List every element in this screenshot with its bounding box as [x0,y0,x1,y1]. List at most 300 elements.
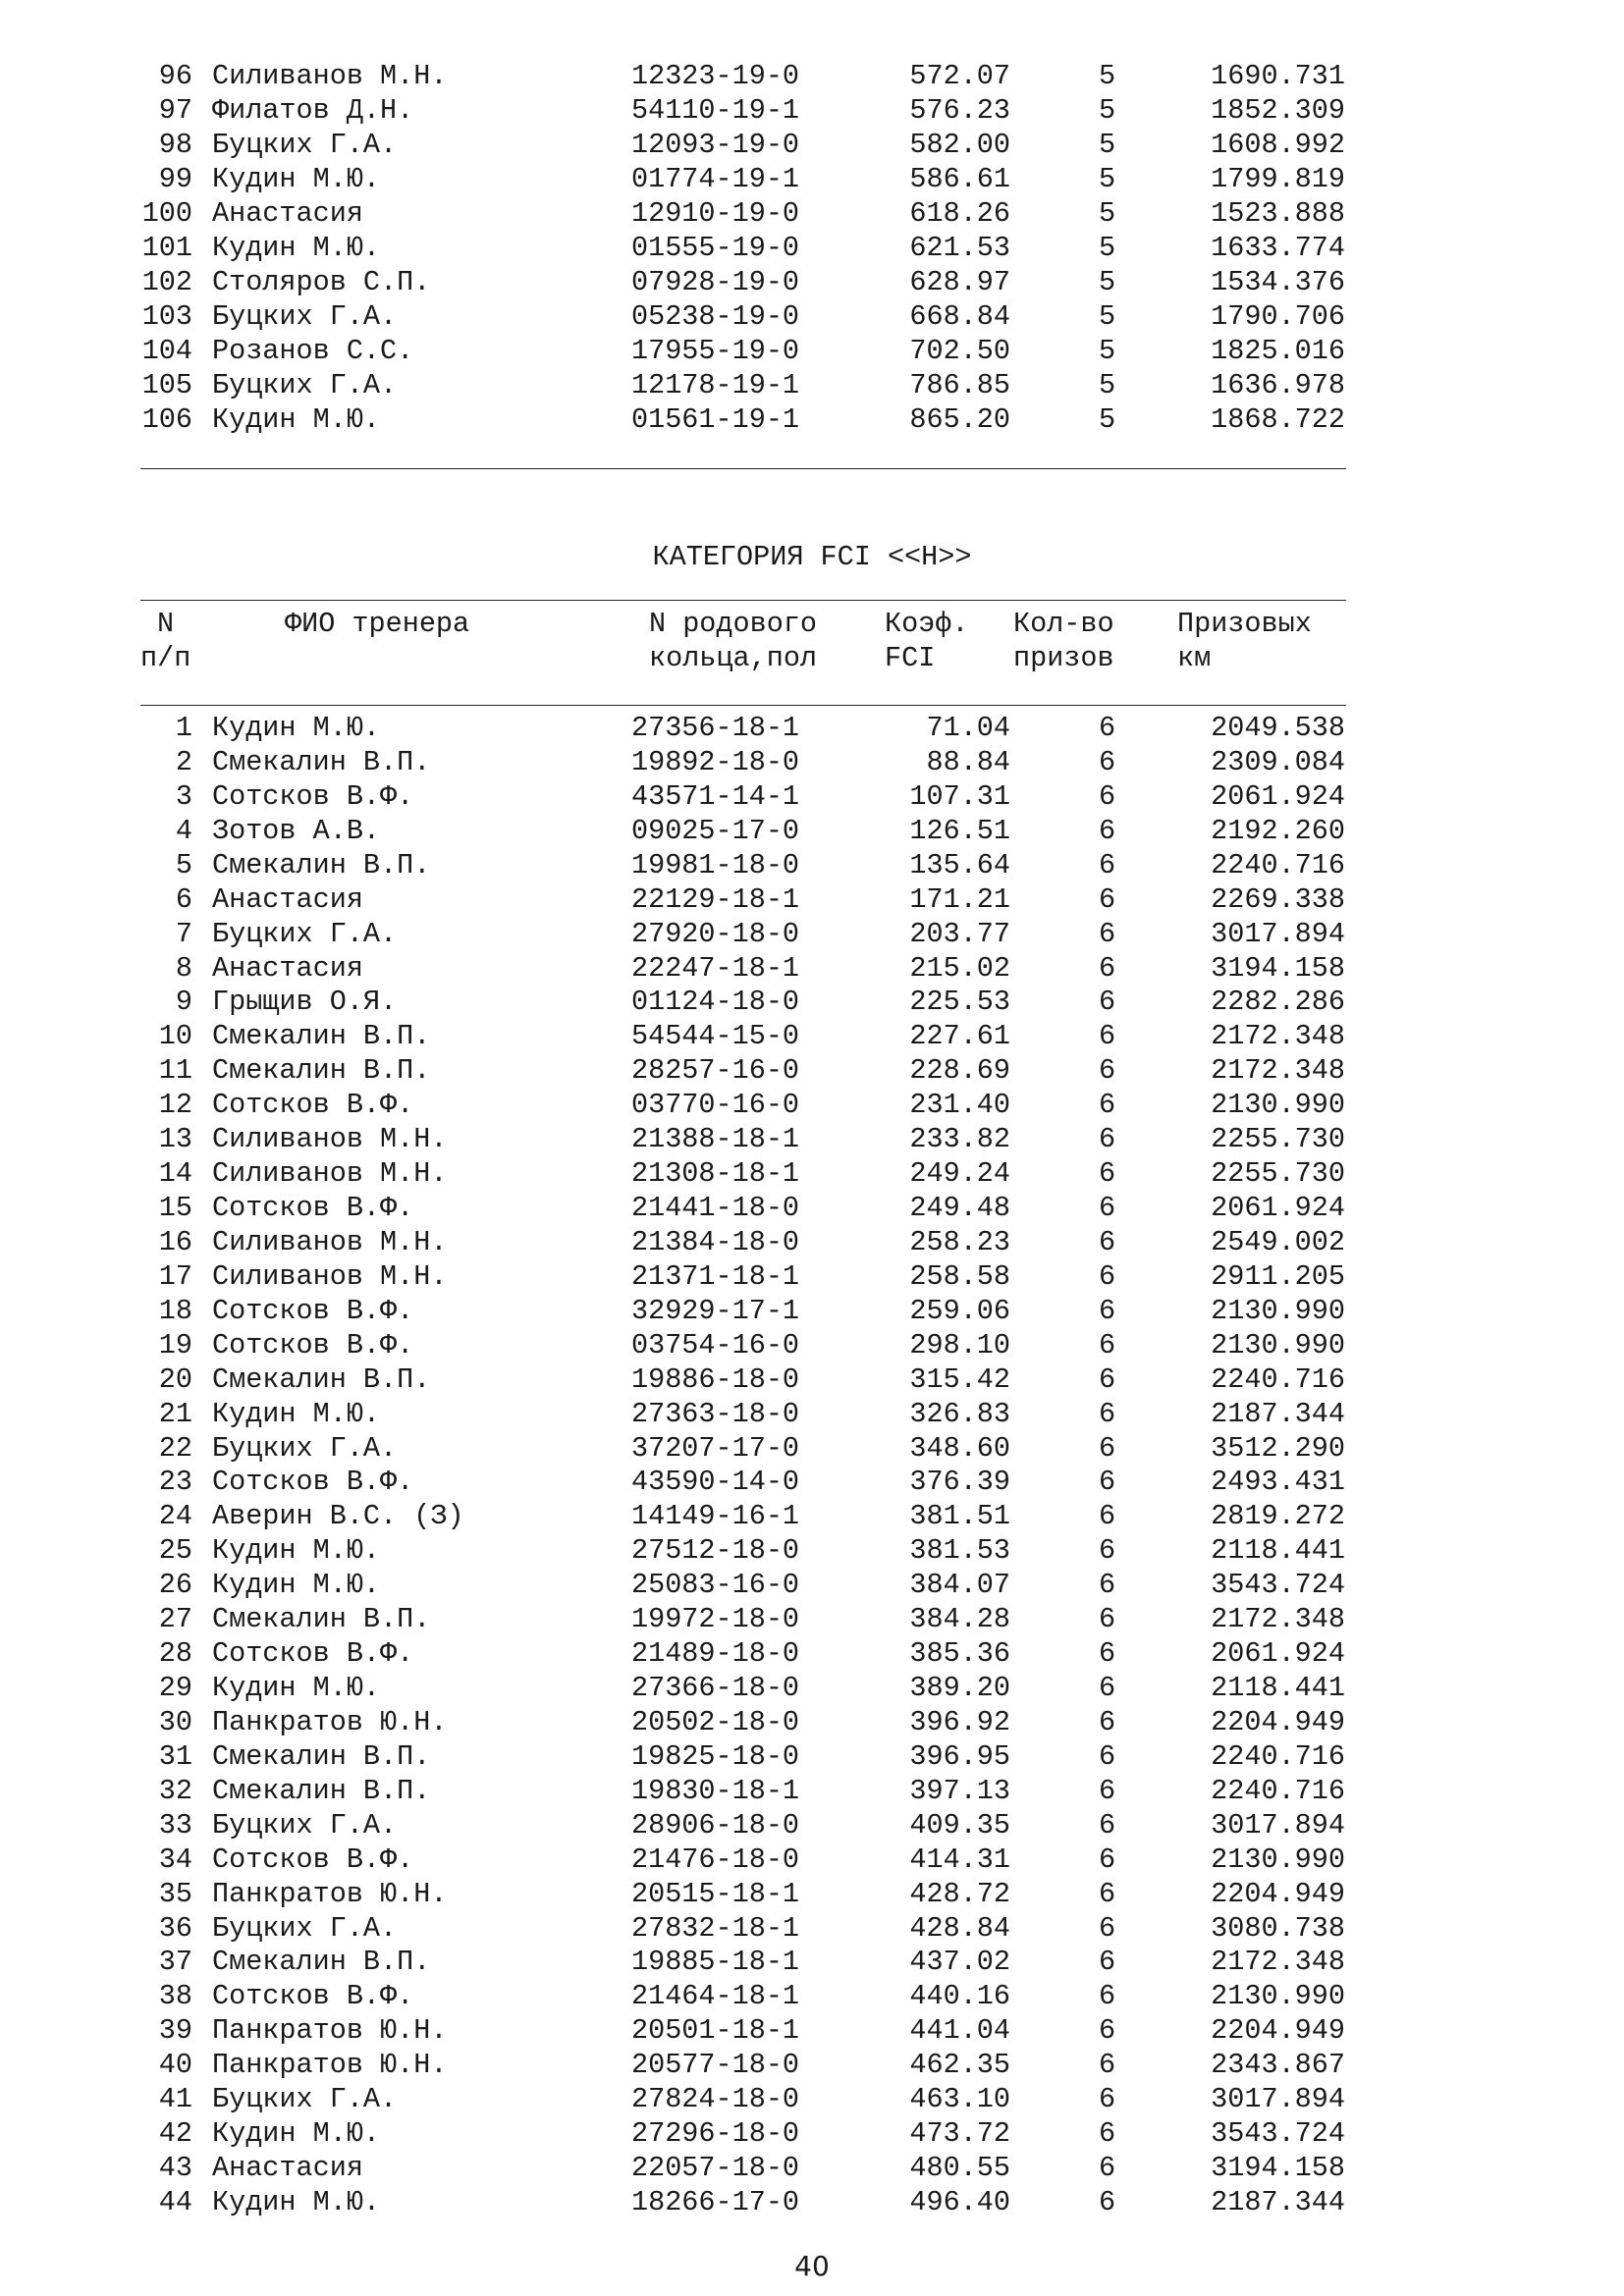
row-number: 12 [158,1089,192,1122]
row-number: 4 [175,814,192,847]
row-number: 40 [158,2049,192,2082]
row-number: 21 [158,1397,192,1430]
trainer-name: Кудин М.Ю. [212,1397,381,1430]
fci-coefficient: 441.04 [909,2014,1010,2048]
trainer-name: Смекалин В.П. [212,848,431,881]
row-number: 34 [158,1842,192,1876]
trainer-name: Смекалин В.П. [212,1020,431,1053]
prize-count: 6 [1098,1259,1116,1293]
ring-number: 17955-19-0 [631,334,800,367]
trainer-name: Буцких Г.А. [212,2083,398,2116]
row-number: 106 [141,402,192,436]
prize-count: 6 [1098,1225,1116,1258]
prize-km: 3080.738 [1211,1911,1345,1945]
trainer-name: Кудин М.Ю. [212,402,381,436]
fci-coefficient: 396.95 [909,1739,1010,1773]
prize-km: 2130.990 [1211,1294,1345,1327]
trainer-name: Смекалин В.П. [212,1774,431,1807]
prize-count: 6 [1098,2083,1116,2116]
trainer-name: Панкратов Ю.Н. [212,1705,448,1738]
prize-count: 6 [1098,1946,1116,1979]
header-ring-line1: N родового [649,608,818,640]
prize-count: 6 [1098,1362,1116,1396]
header-bottom-rule [140,705,1346,706]
row-number: 35 [158,1877,192,1910]
fci-coefficient: 233.82 [909,1123,1010,1156]
trainer-name: Сотсков В.Ф. [212,1980,414,2013]
prize-count: 6 [1098,2014,1116,2048]
fci-coefficient: 389.20 [909,1672,1010,1705]
prize-km: 2172.348 [1211,1946,1345,1979]
fci-coefficient: 480.55 [909,2152,1010,2185]
prize-count: 6 [1098,779,1116,813]
fci-coefficient: 228.69 [909,1054,1010,1088]
prize-count: 6 [1098,2049,1116,2082]
ring-number: 19892-18-0 [631,745,800,778]
row-number: 98 [158,128,192,161]
prize-km: 2187.344 [1211,2185,1345,2218]
prize-count: 6 [1098,1020,1116,1053]
prize-km: 2061.924 [1211,1192,1345,1225]
ring-number: 20515-18-1 [631,1877,800,1910]
ring-number: 19830-18-1 [631,1774,800,1807]
prize-km: 3017.894 [1211,2083,1345,2116]
ring-number: 12178-19-1 [631,368,800,401]
prize-km: 2911.205 [1211,1259,1345,1293]
fci-coefficient: 437.02 [909,1946,1010,1979]
ring-number: 43590-14-0 [631,1466,800,1499]
row-number: 39 [158,2014,192,2048]
fci-coefficient: 786.85 [909,368,1010,401]
prize-count: 6 [1098,1842,1116,1876]
prize-km: 2130.990 [1211,1980,1345,2013]
prize-count: 5 [1098,299,1116,333]
row-number: 15 [158,1192,192,1225]
fci-coefficient: 231.40 [909,1089,1010,1122]
page-number: 40 [794,2250,830,2282]
trainer-name: Анастасия [212,196,363,230]
ring-number: 28906-18-0 [631,1808,800,1842]
row-number: 25 [158,1534,192,1568]
prize-km: 1852.309 [1211,93,1345,127]
prize-km: 1790.706 [1211,299,1345,333]
prize-count: 6 [1098,1431,1116,1465]
ring-number: 21388-18-1 [631,1123,800,1156]
trainer-name: Силиванов М.Н. [212,1259,448,1293]
ring-number: 27824-18-0 [631,2083,800,2116]
prize-count: 6 [1098,1192,1116,1225]
trainer-name: Кудин М.Ю. [212,1534,381,1568]
ring-number: 27296-18-0 [631,2117,800,2151]
ring-number: 14149-16-1 [631,1500,800,1533]
row-number: 38 [158,1980,192,2013]
row-number: 6 [175,882,192,916]
prize-km: 3194.158 [1211,2152,1345,2185]
header-num-line1: N [157,608,175,640]
row-number: 1 [175,712,192,744]
trainer-name: Кудин М.Ю. [212,1569,381,1602]
prize-km: 2493.431 [1211,1466,1345,1499]
trainer-name: Грыщив О.Я. [212,986,398,1019]
row-number: 99 [158,162,192,195]
row-number: 5 [175,848,192,881]
prize-count: 6 [1098,1980,1116,2013]
prize-count: 6 [1098,986,1116,1019]
trainer-name: Сотсков В.Ф. [212,779,414,813]
row-number: 36 [158,1911,192,1945]
prize-km: 2118.441 [1211,1672,1345,1705]
fci-coefficient: 384.07 [909,1569,1010,1602]
fci-coefficient: 865.20 [909,402,1010,436]
prize-km: 2549.002 [1211,1225,1345,1258]
prize-count: 6 [1098,2152,1116,2185]
prize-km: 1690.731 [1211,60,1345,92]
ring-number: 27363-18-0 [631,1397,800,1430]
prize-count: 6 [1098,1500,1116,1533]
trainer-name: Анастасия [212,882,363,916]
row-number: 24 [158,1500,192,1533]
row-number: 3 [175,779,192,813]
prize-km: 2255.730 [1211,1123,1345,1156]
row-number: 2 [175,745,192,778]
prize-count: 5 [1098,60,1116,92]
ring-number: 25083-16-0 [631,1569,800,1602]
row-number: 26 [158,1569,192,1602]
trainer-name: Силиванов М.Н. [212,1123,448,1156]
fci-coefficient: 171.21 [909,882,1010,916]
ring-number: 21441-18-0 [631,1192,800,1225]
prize-km: 2118.441 [1211,1534,1345,1568]
prize-count: 6 [1098,1294,1116,1327]
fci-coefficient: 259.06 [909,1294,1010,1327]
ring-number: 12093-19-0 [631,128,800,161]
header-km-line2: км [1177,642,1212,674]
trainer-name: Силиванов М.Н. [212,1157,448,1191]
header-count-line2: призов [1013,642,1114,674]
row-number: 9 [175,986,192,1019]
row-number: 41 [158,2083,192,2116]
trainer-name: Филатов Д.Н. [212,93,414,127]
fci-coefficient: 227.61 [909,1020,1010,1053]
trainer-name: Сотсков В.Ф. [212,1328,414,1362]
ring-number: 07928-19-0 [631,265,800,298]
ring-number: 20502-18-0 [631,1705,800,1738]
ring-number: 20501-18-1 [631,2014,800,2048]
ring-number: 12910-19-0 [631,196,800,230]
trainer-name: Буцких Г.А. [212,1911,398,1945]
ring-number: 27512-18-0 [631,1534,800,1568]
row-number: 103 [141,299,192,333]
fci-coefficient: 203.77 [909,917,1010,950]
ring-number: 09025-17-0 [631,814,800,847]
fci-coefficient: 668.84 [909,299,1010,333]
row-number: 28 [158,1637,192,1671]
fci-coefficient: 463.10 [909,2083,1010,2116]
fci-coefficient: 88.84 [926,745,1010,778]
trainer-name: Кудин М.Ю. [212,2185,381,2218]
prize-km: 2240.716 [1211,1362,1345,1396]
prize-km: 2240.716 [1211,1774,1345,1807]
fci-coefficient: 135.64 [909,848,1010,881]
top-table-bottom-rule [140,468,1346,469]
fci-coefficient: 215.02 [909,951,1010,985]
fci-coefficient: 473.72 [909,2117,1010,2151]
trainer-name: Сотсков В.Ф. [212,1466,414,1499]
fci-coefficient: 586.61 [909,162,1010,195]
prize-count: 6 [1098,1397,1116,1430]
prize-count: 6 [1098,1911,1116,1945]
fci-coefficient: 348.60 [909,1431,1010,1465]
fci-coefficient: 428.84 [909,1911,1010,1945]
prize-km: 2343.867 [1211,2049,1345,2082]
prize-km: 3017.894 [1211,1808,1345,1842]
ring-number: 21308-18-1 [631,1157,800,1191]
trainer-name: Силиванов М.Н. [212,60,448,92]
ring-number: 21476-18-0 [631,1842,800,1876]
ring-number: 27920-18-0 [631,917,800,950]
section-title: КАТЕГОРИЯ FCI <<H>> [652,541,972,573]
row-number: 17 [158,1259,192,1293]
fci-coefficient: 381.51 [909,1500,1010,1533]
prize-km: 2269.338 [1211,882,1345,916]
fci-coefficient: 107.31 [909,779,1010,813]
prize-count: 5 [1098,402,1116,436]
row-number: 13 [158,1123,192,1156]
row-number: 96 [158,60,192,92]
fci-coefficient: 249.48 [909,1192,1010,1225]
fci-coefficient: 298.10 [909,1328,1010,1362]
row-number: 8 [175,951,192,985]
prize-count: 6 [1098,1089,1116,1122]
fci-coefficient: 618.26 [909,196,1010,230]
trainer-name: Смекалин В.П. [212,1739,431,1773]
header-coef-line1: Коэф. [885,608,969,640]
row-number: 105 [141,368,192,401]
prize-km: 2061.924 [1211,1637,1345,1671]
ring-number: 19981-18-0 [631,848,800,881]
row-number: 22 [158,1431,192,1465]
prize-count: 6 [1098,1808,1116,1842]
fci-coefficient: 384.28 [909,1603,1010,1636]
prize-km: 1868.722 [1211,402,1345,436]
prize-km: 1799.819 [1211,162,1345,195]
prize-count: 6 [1098,848,1116,881]
header-km-line1: Призовых [1177,608,1312,640]
prize-count: 6 [1098,1328,1116,1362]
fci-coefficient: 326.83 [909,1397,1010,1430]
ring-number: 21489-18-0 [631,1637,800,1671]
row-number: 27 [158,1603,192,1636]
fci-coefficient: 258.58 [909,1259,1010,1293]
trainer-name: Сотсков В.Ф. [212,1294,414,1327]
ring-number: 27356-18-1 [631,712,800,744]
ring-number: 18266-17-0 [631,2185,800,2218]
prize-km: 3017.894 [1211,917,1345,950]
prize-km: 2309.084 [1211,745,1345,778]
fci-coefficient: 628.97 [909,265,1010,298]
row-number: 33 [158,1808,192,1842]
ring-number: 54544-15-0 [631,1020,800,1053]
trainer-name: Кудин М.Ю. [212,712,381,744]
row-number: 37 [158,1946,192,1979]
header-ring-line2: кольца,пол [649,642,818,674]
row-number: 104 [141,334,192,367]
ring-number: 21464-18-1 [631,1980,800,2013]
ring-number: 27832-18-1 [631,1911,800,1945]
ring-number: 54110-19-1 [631,93,800,127]
fci-coefficient: 385.36 [909,1637,1010,1671]
ring-number: 21384-18-0 [631,1225,800,1258]
fci-coefficient: 702.50 [909,334,1010,367]
row-number: 19 [158,1328,192,1362]
row-number: 20 [158,1362,192,1396]
prize-count: 5 [1098,196,1116,230]
ring-number: 01124-18-0 [631,986,800,1019]
row-number: 30 [158,1705,192,1738]
prize-km: 1608.992 [1211,128,1345,161]
prize-count: 6 [1098,1637,1116,1671]
fci-coefficient: 126.51 [909,814,1010,847]
ring-number: 12323-19-0 [631,60,800,92]
prize-km: 2130.990 [1211,1842,1345,1876]
prize-km: 2255.730 [1211,1157,1345,1191]
prize-count: 6 [1098,745,1116,778]
row-number: 32 [158,1774,192,1807]
trainer-name: Буцких Г.А. [212,299,398,333]
header-coef-line2: FCI [885,642,936,674]
ring-number: 37207-17-0 [631,1431,800,1465]
prize-count: 6 [1098,1774,1116,1807]
fci-coefficient: 440.16 [909,1980,1010,2013]
fci-coefficient: 462.35 [909,2049,1010,2082]
row-number: 97 [158,93,192,127]
prize-count: 5 [1098,368,1116,401]
trainer-name: Смекалин В.П. [212,1362,431,1396]
ring-number: 05238-19-0 [631,299,800,333]
trainer-name: Сотсков В.Ф. [212,1192,414,1225]
prize-km: 3194.158 [1211,951,1345,985]
prize-km: 3543.724 [1211,2117,1345,2151]
trainer-name: Сотсков В.Ф. [212,1842,414,1876]
trainer-name: Кудин М.Ю. [212,231,381,264]
trainer-name: Смекалин В.П. [212,745,431,778]
ring-number: 22247-18-1 [631,951,800,985]
fci-coefficient: 249.24 [909,1157,1010,1191]
row-number: 29 [158,1672,192,1705]
trainer-name: Розанов С.С. [212,334,414,367]
prize-km: 2172.348 [1211,1054,1345,1088]
prize-count: 6 [1098,917,1116,950]
prize-count: 6 [1098,1672,1116,1705]
row-number: 23 [158,1466,192,1499]
trainer-name: Кудин М.Ю. [212,2117,381,2151]
row-number: 100 [141,196,192,230]
prize-count: 6 [1098,712,1116,744]
trainer-name: Буцких Г.А. [212,917,398,950]
prize-km: 2240.716 [1211,1739,1345,1773]
fci-coefficient: 496.40 [909,2185,1010,2218]
row-number: 44 [158,2185,192,2218]
trainer-name: Кудин М.Ю. [212,1672,381,1705]
prize-count: 6 [1098,1739,1116,1773]
trainer-name: Буцких Г.А. [212,1808,398,1842]
row-number: 101 [141,231,192,264]
prize-km: 2061.924 [1211,779,1345,813]
prize-km: 3512.290 [1211,1431,1345,1465]
fci-coefficient: 576.23 [909,93,1010,127]
prize-count: 5 [1098,162,1116,195]
prize-count: 6 [1098,951,1116,985]
prize-count: 6 [1098,1569,1116,1602]
ring-number: 19825-18-0 [631,1739,800,1773]
ring-number: 19972-18-0 [631,1603,800,1636]
prize-count: 6 [1098,1877,1116,1910]
prize-km: 2192.260 [1211,814,1345,847]
row-number: 31 [158,1739,192,1773]
prize-km: 1633.774 [1211,231,1345,264]
fci-coefficient: 409.35 [909,1808,1010,1842]
ring-number: 20577-18-0 [631,2049,800,2082]
row-number: 42 [158,2117,192,2151]
prize-count: 6 [1098,2185,1116,2218]
row-number: 14 [158,1157,192,1191]
ring-number: 01555-19-0 [631,231,800,264]
trainer-name: Аверин В.С. (З) [212,1500,464,1533]
trainer-name: Зотов А.В. [212,814,381,847]
trainer-name: Буцких Г.А. [212,368,398,401]
header-top-rule [140,600,1346,601]
fci-coefficient: 572.07 [909,60,1010,92]
prize-km: 2130.990 [1211,1328,1345,1362]
ring-number: 03754-16-0 [631,1328,800,1362]
prize-count: 5 [1098,128,1116,161]
ring-number: 19885-18-1 [631,1946,800,1979]
prize-count: 5 [1098,231,1116,264]
trainer-name: Панкратов Ю.Н. [212,1877,448,1910]
prize-km: 2049.538 [1211,712,1345,744]
trainer-name: Панкратов Ю.Н. [212,2014,448,2048]
fci-coefficient: 225.53 [909,986,1010,1019]
fci-coefficient: 71.04 [926,712,1010,744]
prize-count: 5 [1098,93,1116,127]
prize-km: 2240.716 [1211,848,1345,881]
row-number: 18 [158,1294,192,1327]
prize-count: 6 [1098,814,1116,847]
prize-km: 1523.888 [1211,196,1345,230]
fci-coefficient: 315.42 [909,1362,1010,1396]
prize-count: 6 [1098,2117,1116,2151]
row-number: 102 [141,265,192,298]
trainer-name: Анастасия [212,2152,363,2185]
ring-number: 32929-17-1 [631,1294,800,1327]
fci-coefficient: 397.13 [909,1774,1010,1807]
prize-km: 2204.949 [1211,1877,1345,1910]
prize-count: 6 [1098,1705,1116,1738]
trainer-name: Сотсков В.Ф. [212,1637,414,1671]
trainer-name: Кудин М.Ю. [212,162,381,195]
trainer-name: Смекалин В.П. [212,1054,431,1088]
ring-number: 27366-18-0 [631,1672,800,1705]
prize-count: 5 [1098,334,1116,367]
prize-count: 6 [1098,882,1116,916]
prize-count: 6 [1098,1054,1116,1088]
trainer-name: Анастасия [212,951,363,985]
row-number: 43 [158,2152,192,2185]
ring-number: 21371-18-1 [631,1259,800,1293]
trainer-name: Силиванов М.Н. [212,1225,448,1258]
trainer-name: Буцких Г.А. [212,128,398,161]
fci-coefficient: 258.23 [909,1225,1010,1258]
